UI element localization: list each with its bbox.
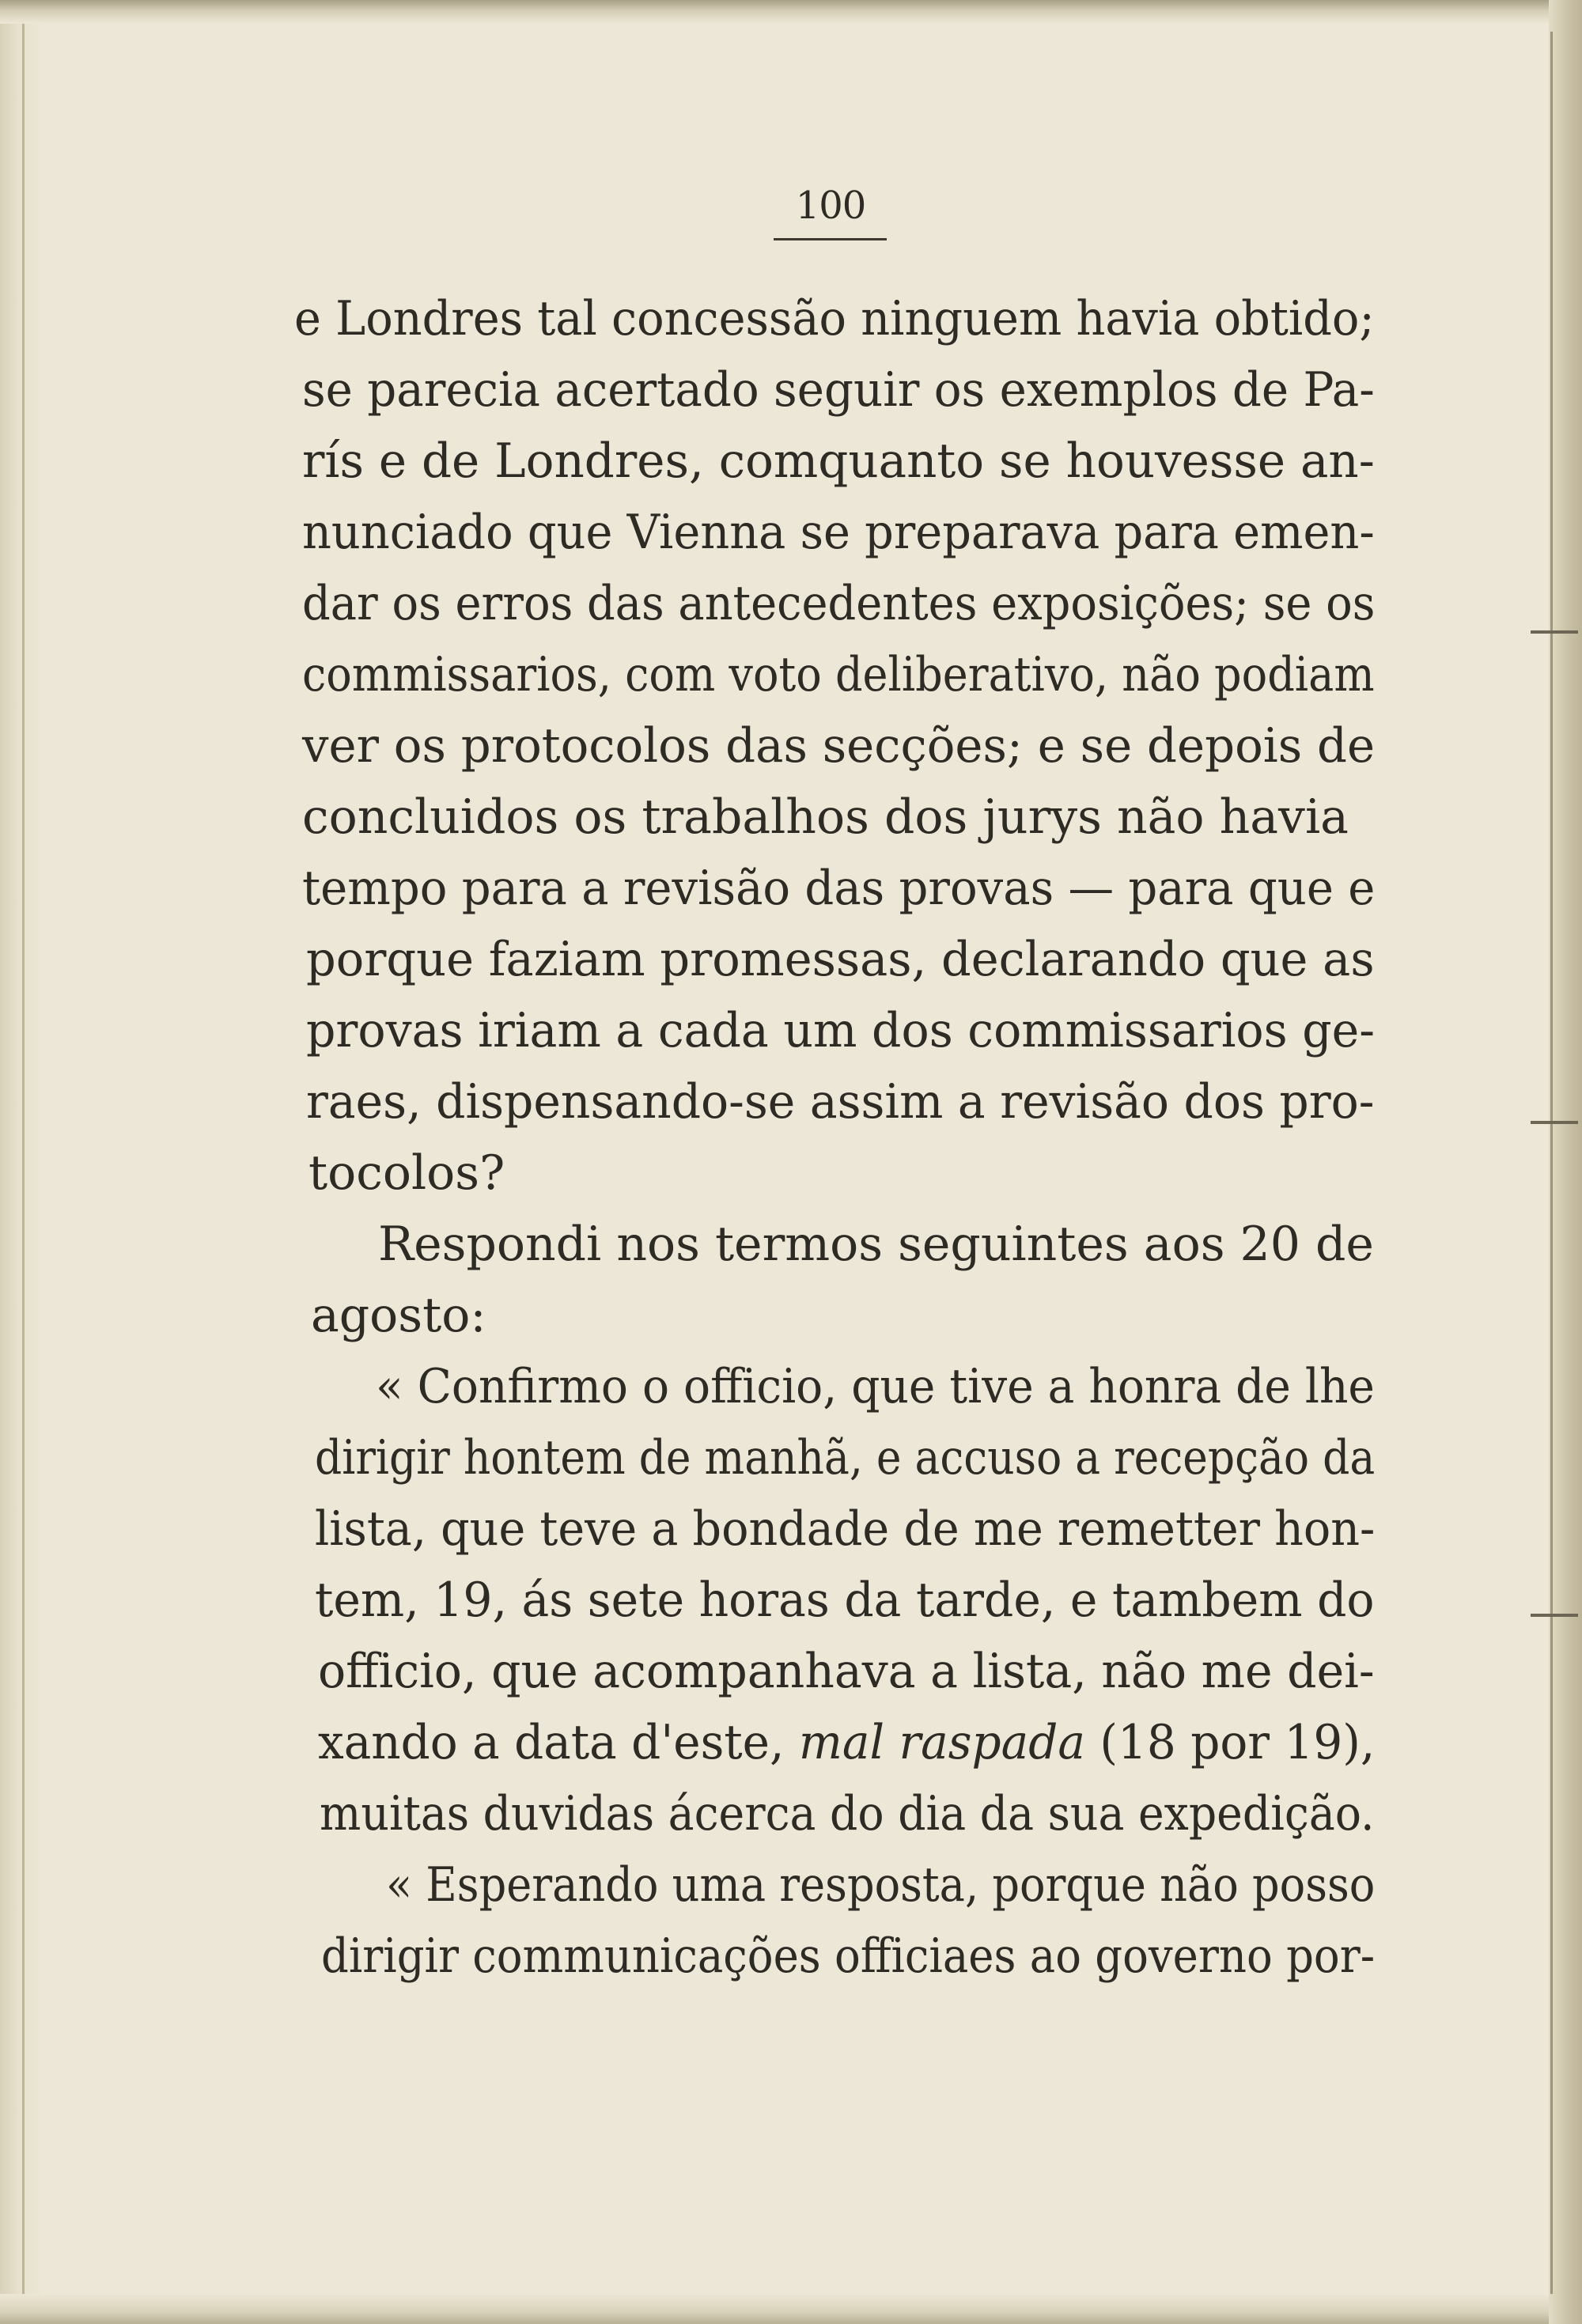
page-right-rule — [1550, 32, 1553, 2294]
margin-tick-mark — [1531, 630, 1578, 634]
text-line: agosto: — [311, 1288, 486, 1343]
text-line: se parecia acertado seguir os exemplos de Pa- — [302, 362, 1375, 418]
text-line: nunciado que Vienna se preparava para emen- — [302, 505, 1375, 560]
header-rule — [774, 238, 887, 240]
text-line: rís e de Londres, comquanto se houvesse an- — [302, 433, 1375, 489]
text-line: officio, que acompanhava a lista, não me dei- — [318, 1644, 1375, 1699]
text-run: (18 por 19), — [1084, 1715, 1376, 1770]
italic-text-run: mal raspada — [798, 1715, 1085, 1770]
text-line: muitas duvidas ácerca do dia da sua expedição. — [320, 1786, 1375, 1841]
text-line — [318, 1707, 1375, 1778]
text-line: « Confirmo o officio, que tive a honra de lhe — [376, 1359, 1375, 1414]
page-binding-line — [22, 0, 25, 2324]
text-line: lista, que teve a bondade de me remetter hon- — [315, 1501, 1376, 1557]
page-right-edge — [1549, 0, 1582, 2324]
text-line: dirigir communicações officiaes ao governo por- — [321, 1928, 1376, 1984]
text-line: provas iriam a cada um dos commissarios ge- — [306, 1003, 1376, 1058]
text-line: Respondi nos termos seguintes aos 20 de — [378, 1217, 1374, 1272]
page-number: 100 — [795, 184, 866, 228]
text-line: ver os protocolos das secções; e se depois de — [302, 718, 1376, 774]
text-line: e Londres tal concessão ninguem havia obtido; — [294, 291, 1375, 346]
text-line: dar os erros das antecedentes exposições; se os — [302, 576, 1376, 631]
text-line: « Esperando uma resposta, porque não posso — [386, 1857, 1376, 1913]
text-run: xando a data d'este, — [318, 1715, 799, 1770]
text-line: tempo para a revisão das provas — para que e — [302, 861, 1376, 916]
text-line: raes, dispensando-se assim a revisão dos pro- — [306, 1074, 1375, 1130]
page-bottom-edge — [0, 2294, 1582, 2324]
text-line: porque faziam promessas, declarando que as — [306, 932, 1375, 987]
page-top-edge — [0, 0, 1582, 24]
text-line: commissarios, com voto deliberativo, não podiam — [302, 647, 1375, 702]
text-line: tem, 19, ás sete horas da tarde, e tambem do — [315, 1573, 1375, 1628]
margin-tick-mark — [1531, 1121, 1578, 1124]
margin-tick-mark — [1531, 1614, 1578, 1617]
text-line: dirigir hontem de manhã, e accuso a recepção da — [315, 1430, 1376, 1486]
text-line: tocolos? — [308, 1145, 505, 1201]
text-line: concluidos os trabalhos dos jurys não havia — [302, 789, 1349, 845]
